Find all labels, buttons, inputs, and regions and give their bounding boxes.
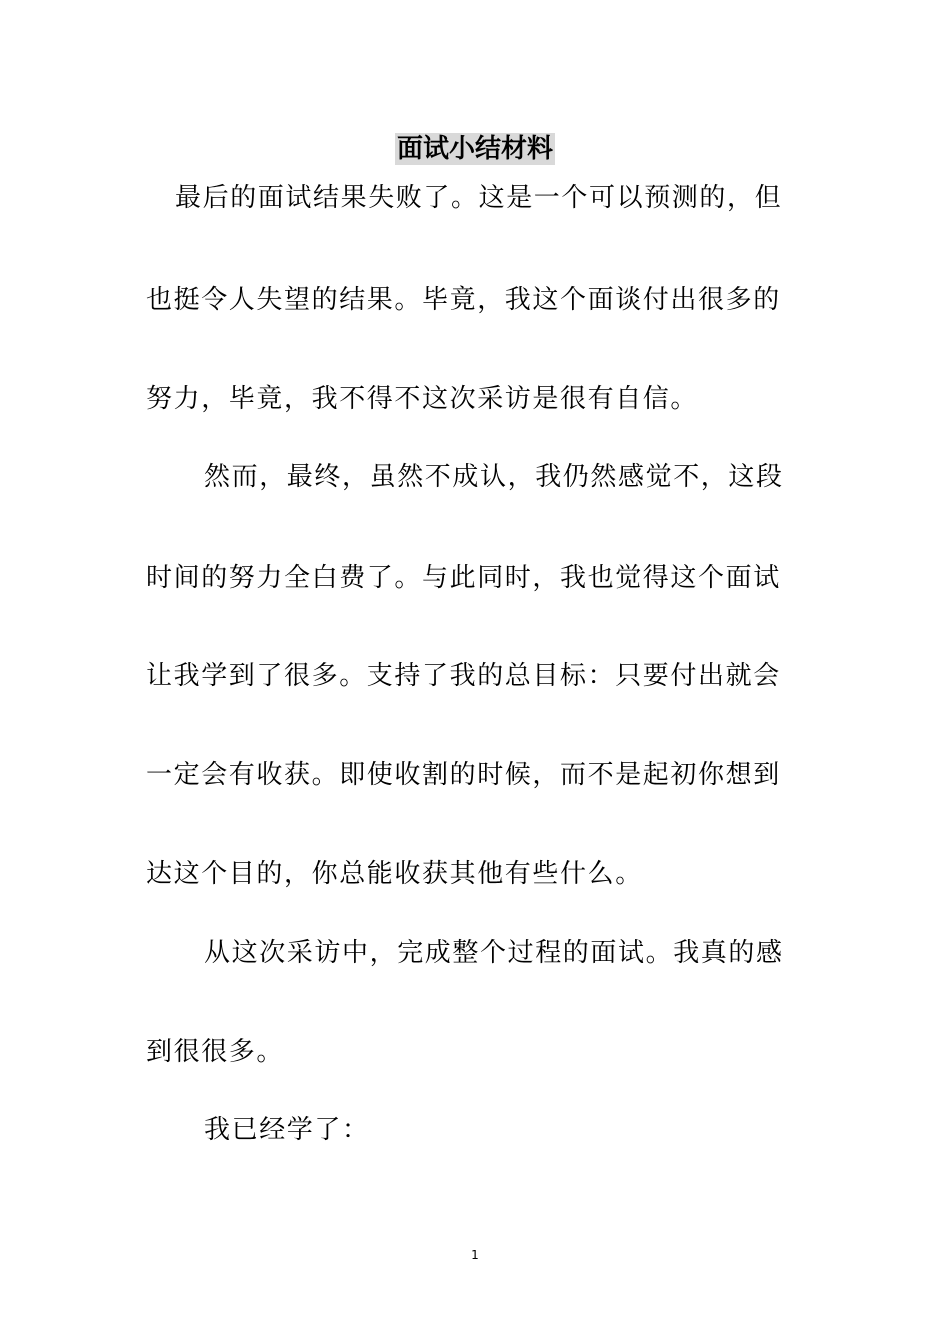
paragraph-line: 然而，最终，虽然不成认，我仍然感觉不，这段 [204,462,784,492]
paragraph-line: 达这个目的，你总能收获其他有些什么。 [146,859,643,889]
paragraph-line: 最后的面试结果失败了。这是一个可以预测的，但 [175,183,783,213]
title-container [0,133,950,165]
paragraph-line: 我已经学了： [204,1115,370,1145]
document-title: 面试小结材料 [396,134,553,164]
page-number: 1 [471,1248,479,1262]
paragraph-line: 也挺令人失望的结果。毕竟，我这个面谈付出很多的 [146,285,781,315]
paragraph-line: 从这次采访中，完成整个过程的面试。我真的感 [204,938,784,968]
paragraph-line: 时间的努力全白费了。与此同时，我也觉得这个面试 [146,563,781,593]
paragraph-line: 一定会有收获。即使收割的时候，而不是起初你想到 [146,760,781,790]
paragraph-line: 让我学到了很多。支持了我的总目标：只要付出就会 [146,661,781,691]
paragraph-line: 到很很多。 [146,1037,285,1067]
paragraph-line: 努力，毕竟，我不得不这次采访是很有自信。 [146,384,699,414]
